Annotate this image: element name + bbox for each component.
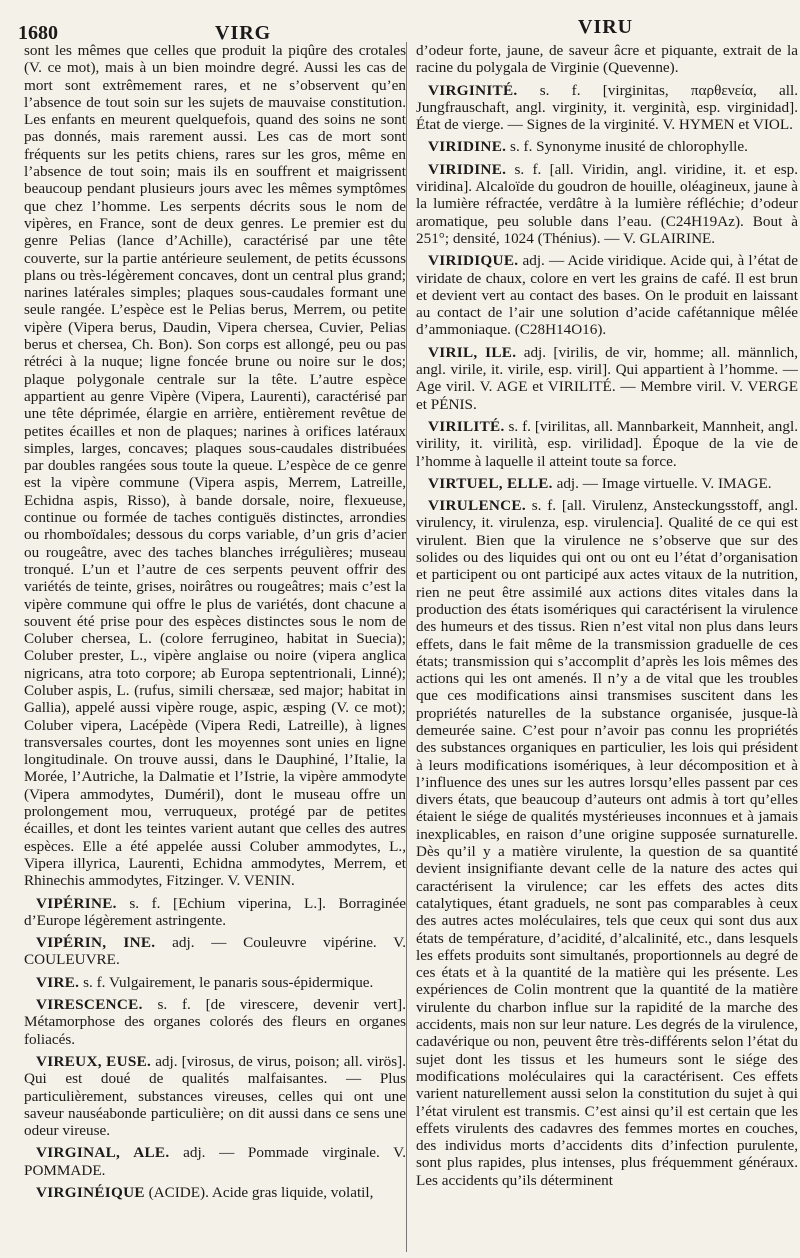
dictionary-entry: VIRE. s. f. Vulgairement, le panaris sous-épidermique. <box>36 973 374 991</box>
headword: VIRE. <box>36 973 80 991</box>
running-head-right: VIRU <box>578 16 634 38</box>
dictionary-entry: VIRIDINE. s. f. [all. Viridin, angl. viridine, it. et esp. viridina]. Alcaloïde du goudron de houille, oléagineux, jaune à la lumière réfractée, verdâtre à la lumière réfléchie; d’odeur aromatique, peu soluble dans l’eau. (C24H19Az). Bout à 251°; densité, 1024 (Thénius). — V. GLAIRINE. <box>416 160 798 247</box>
right-column <box>416 42 798 1252</box>
entry-continuation: d’odeur forte, jaune, de saveur âcre et piquante, extrait de la racine du polygala de Virginie (Quevenne). <box>416 42 798 77</box>
headword: VIRGINITÉ. <box>428 81 518 99</box>
dictionary-entry: VIREUX, EUSE. adj. [virosus, de virus, poison; all. virös]. Qui est doué de qualités malfaisantes. — Plus particulièrement, substances vireuses, celles qui ont une saveur nauséabonde particulière; on dit aussi dans ce sens une odeur vireuse. <box>24 1052 406 1140</box>
dictionary-entry: VIRULENCE. s. f. [all. Virulenz, Ansteckungsstoff, angl. virulency, it. virulenza, esp. virulencia]. Qualité de ce qui est virulent. Bien que la virulence ne s’observe que sur des solides ou des liquides qui ont ou ont eu l’état d’organisation et participent ou ont participé aux actes vitaux de la nutrition, rien ne peut être assimilé aux actions dites vitales dans la production des états isomériques qui caractérisent la virulence des humeurs et des tissus. Rien n’est vital non plus dans leurs effets, dans le fait même de la transmission graduelle de ces états; transmission qui s’accomplit d’après les lois mêmes des actions qui les ont amenés. Il n’y a de vital que les troubles que ces modifications ainsi transmises suscitent dans les propriétés naturelles de la substance organisée, jusque-là demeurée saine. C’est pour n’avoir pas connu les propriétés des substances organiques en particulier, les lois qui président à leurs modifications isomériques, à leur décomposition et à l’influence des unes sur les autres lorsqu’elles passent par ces divers états, que beaucoup d’auteurs ont admis à tort qu’elles étaient le siége de qualités mystérieuses inconnues et à jamais inexplicables, en raison d’une origine supposée surnaturelle. Dès qu’il y a matière virulente, la question de sa quantité devient insignifiante devant celle de la nature des actes qui caractérisent la virulence; car les effets des actes dits catalytiques, étant graduels, ne sont pas comparables à ceux des autres actes moléculaires, tels que ceux qui sont dus aux états de température, d’acidité, d’alcalinité, etc., dans lesquels les effets produits sont simultanés, proportionnels au degré de ces états et à la quantité de la matière qui les présente. Les expériences de Colin montrent que la quantité de la matière virulente du charbon influe sur la rapidité de la marche des accidents, mais non sur leur nature. Les degrés de la virulence, cadavérique ou non, peuvent être très-différents selon l’état du sujet dont les tissus et les humeurs sont le siége des modifications moléculaires qui la caractérisent. Ces effets varient naturellement aussi selon la constitution du sujet à qui l’état virulent est transmis. C’est ainsi qu’il est certain que les effets virulents des cadavres des femmes mortes en couches, des individus morts d’accidents dits d’infection purulente, sont plus rapides, plus intenses, plus fréquemment généraux. Les accidents qu’ils déterminent <box>416 497 798 1189</box>
headword: VIRILITÉ. <box>428 417 505 435</box>
headword: VIRIL, ILE. <box>428 343 517 361</box>
dictionary-entry: VIPÉRIN, INE. adj. — Couleuvre vipérine. V. COULEUVRE. <box>24 934 406 969</box>
dictionary-entry: VIRILITÉ. s. f. [virilitas, all. Mannbarkeit, Mannheit, angl. virility, it. virilità, esp. virilidad]. Époque de la vie de l’homme à laquelle il atteint toute sa force. <box>416 417 798 470</box>
dictionary-entry: VIPÉRINE. s. f. [Echium viperina, L.]. Borraginée d’Europe légèrement astringente. <box>24 894 406 929</box>
headword: VIPÉRINE. <box>36 894 117 912</box>
column-divider <box>406 42 407 1252</box>
dictionary-entry: VIRTUEL, ELLE. adj. — Image virtuelle. V. IMAGE. <box>428 474 772 492</box>
dictionary-entry: VIRIL, ILE. adj. [virilis, de vir, homme; all. männlich, angl. virile, it. virile, esp. viril]. Qui appartient à l’homme. — Age viril. V. AGE et VIRILITÉ. — Membre viril. V. VERGE et PÉNIS. <box>416 343 798 413</box>
headword: VIRGINAL, ALE. <box>36 1144 170 1162</box>
dictionary-entry: VIRESCENCE. s. f. [de virescere, devenir vert]. Métamorphose des organes colorés des fleurs en organes foliacés. <box>24 996 406 1048</box>
headword: VIRIDIQUE. <box>428 252 519 270</box>
headword: VIREUX, EUSE. <box>36 1052 152 1070</box>
left-column <box>24 42 406 1252</box>
headword: VIRGINÉIQUE <box>36 1184 145 1201</box>
headword: VIRIDINE. <box>428 160 507 178</box>
dictionary-entry: VIRGINÉIQUE (ACIDE). Acide gras liquide, volatil, <box>36 1184 374 1201</box>
page-number: 1680 <box>18 22 58 44</box>
headword: VIRESCENCE. <box>36 996 143 1014</box>
headword: VIRTUEL, ELLE. <box>428 474 553 492</box>
running-head-left: VIRG <box>215 22 272 44</box>
headword: VIPÉRIN, INE. <box>36 934 156 952</box>
dictionary-entry: VIRGINITÉ. s. f. [virginitas, παρθενεία, all. Jungfrauschaft, angl. virginity, it. verginità, esp. virginidad]. État de vierge. — Signes de la virginité. V. HYMEN et VIOL. <box>416 81 798 134</box>
headword: VIRULENCE. <box>428 497 526 515</box>
dictionary-entry: VIRGINAL, ALE. adj. — Pommade virginale. V. POMMADE. <box>24 1144 406 1179</box>
dictionary-entry: VIRIDIQUE. adj. — Acide viridique. Acide qui, à l’état de viridate de chaux, colore en vert les grains de café. Il est brun et devient vert au contact des bases. On le produit en laissant au contact de l’air une solution d’acide cafétannique mêlée d’ammoniaque. (C28H14O16). <box>416 252 798 339</box>
entry-continuation: sont les mêmes que celles que produit la piqûre des crotales (V. ce mot), mais à un bien moindre degré. Aussi les cas de mort sont extrêmement rares, et ne s’observent qu’en l’absence de tout soin sur les sujets de mauvaise constitution. Les enfants en meurent quelquefois, quand des soins ne sont pas donnés, mais rarement aussi. Les cas de mort sont fréquents sur les petits chiens, rares sur les gros, même en l’absence de tout soin; mais ils en souffrent et maigrissent beaucoup pendant plusieurs jours avec les mêmes symptômes que chez l’homme. Les serpents décrits sous le nom de vipères, en France, sont de deux genres. Le premier est du genre Pelias (lance d’Achille), caractérisé par une tête couverte, sur la partie antérieure seulement, de petits écussons plans ou très-légèrement concaves, dont un central plus grand; narines latérales simples; plaques sous-caudales formant une seule rangée. L’espèce est le Pelias berus, Merrem, ou petite vipère (Vipera berus, Daudin, Vipera chersea, Cuvier, Pelias berus et chersea, Ch. Bon). Son corps est allongé, peu ou pas rétréci à la nuque; ligne foncée brune ou noire sur le dos; plaque polygonale centrale sur la tête. L’autre espèce appartient au genre Vipère (Vipera, Laurenti), caractérisé par une tête déprimée, élargie en arrière, entièrement revêtue de petites écailles et non de plaques; narines à orifices latéraux simples, larges, concaves; plaques sous-caudales distribuées par doubles rangées sous toute la queue. L’espèce de ce genre est la vipère commune (Vipera aspis, Merrem, Latreille, Echidna aspis, Risso), à bande dorsale, noire, flexueuse, continue ou formée de taches contiguës distinctes, arrondies ou rhomboïdales; dessous du corps variable, d’un gris d’acier ou rougeâtre, avec des taches blanches irrégulières; museau tronqué. L’un et l’autre de ces serpents peuvent offrir des variétés de teinte, grises, noirâtres ou rougeâtres; mais c’est la vipère commune qui offre le plus de variétés, dont chacune a souvent été prise pour des espèces distinctes sous le nom de Coluber chersea, L. (colore ferrugineo, habitat in Suecia); Coluber prester, L., vipère anglaise ou noire (vipera anglica nigricans, atra toto corpore; ab Europa septentrionali, Linné); Coluber aspis, L. (rufus, simili chersææ, sed major; habitat in Gallia), appelé aussi vipère rouge, aspic, æsping (V. ce mot); Coluber vipera, Lacépède (Vipera Redi, Latreille), à lignes transversales courtes, dont les moyennes sont unies en ligne longitudinale. On trouve aussi, dans le Dauphiné, l’Italie, la Morée, l’Autriche, la Dalmatie et l’Istrie, la vipère ammodyte (Vipera ammodytes, Duméril), dont le museau offre un prolongement mou, verruqueux, protégé par de petites écailles, et dont les teintes varient autant que celles des autres espèces. Elle a été appelée aussi Coluber ammodytes, L., Vipera illyrica, Laurenti, Echidna ammodytes, Merrem, et Rhinechis ammodytes, Fitzinger. V. VENIN. <box>24 42 406 890</box>
headword: VIRIDINE. <box>428 138 507 156</box>
dictionary-entry: VIRIDINE. s. f. Synonyme inusité de chlorophylle. <box>428 138 748 156</box>
